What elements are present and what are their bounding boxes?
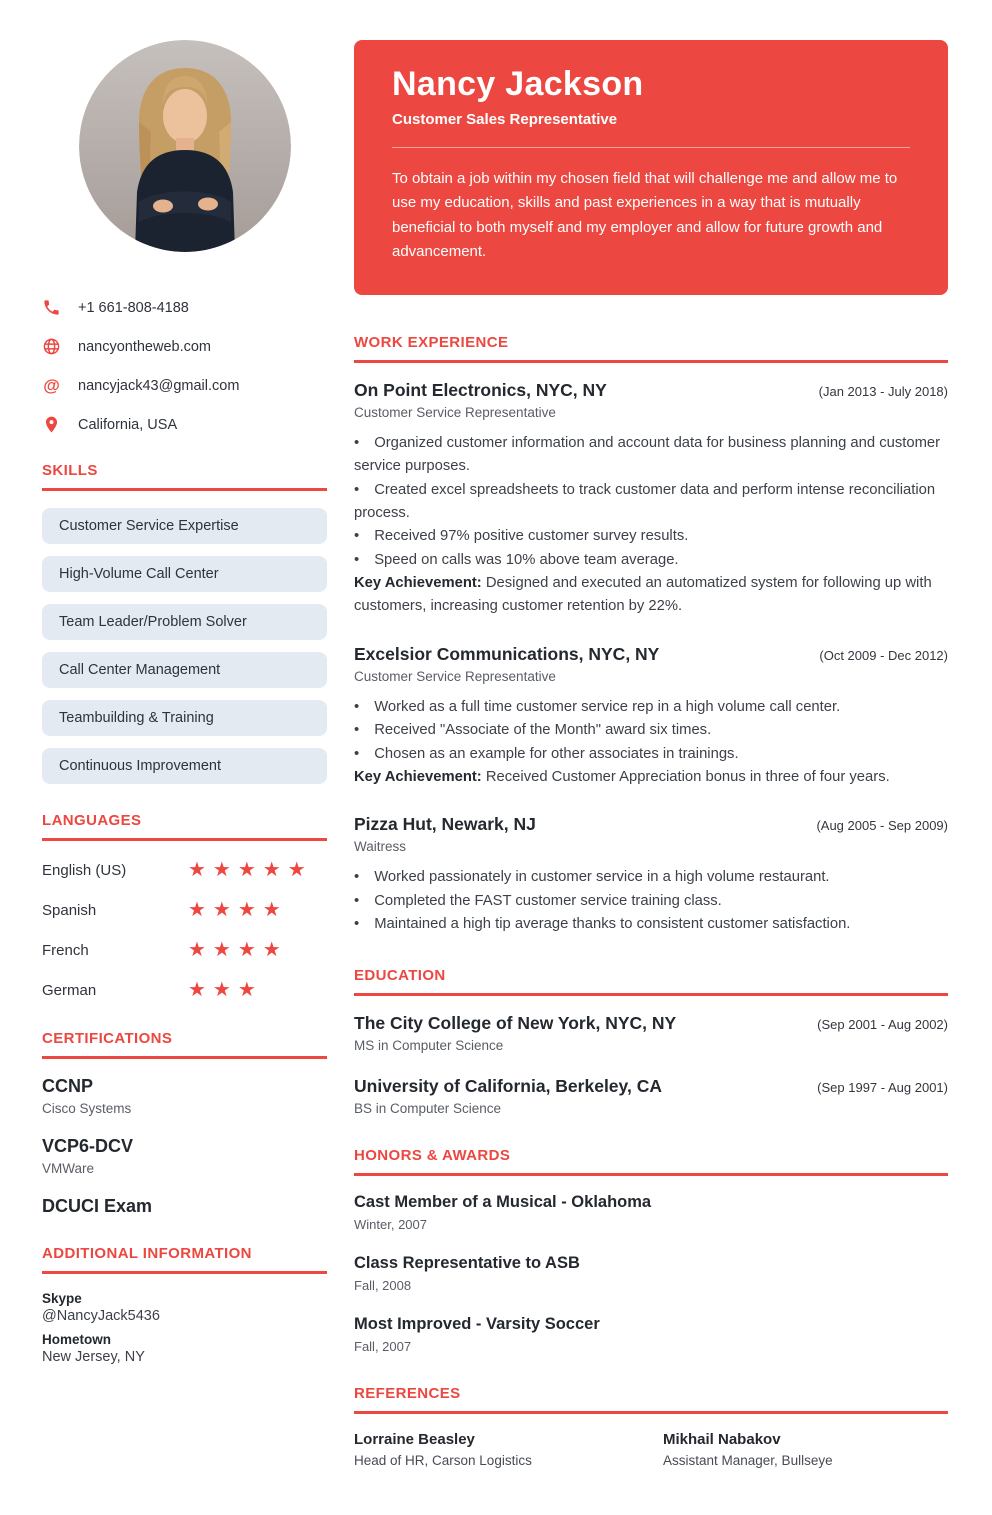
education-school: The City College of New York, NYC, NY	[354, 1013, 677, 1034]
job-dates: (Jan 2013 - July 2018)	[818, 383, 948, 399]
awards-section	[354, 1147, 948, 1354]
job-dates: (Oct 2009 - Dec 2012)	[819, 647, 948, 663]
contact-item	[42, 415, 327, 434]
job-bullets	[354, 866, 948, 936]
at-icon: @	[43, 375, 60, 395]
education-title: EDUCATION	[354, 967, 948, 996]
language-rating-stars: ★★★★	[188, 899, 288, 921]
skills-list	[42, 508, 327, 784]
profile-photo-wrap	[42, 40, 327, 252]
certification-item	[42, 1076, 327, 1116]
skills-section	[42, 462, 327, 784]
job-bullet: • Speed on calls was 10% above team average.	[354, 549, 948, 572]
header-divider	[392, 147, 910, 148]
language-name: English (US)	[42, 861, 127, 879]
reference-role: Assistant Manager, Bullseye	[663, 1453, 833, 1469]
additional-info-title: ADDITIONAL INFORMATION	[42, 1245, 327, 1274]
education-header	[354, 1076, 948, 1097]
education-degree: MS in Computer Science	[354, 1038, 504, 1054]
additional-info-section	[42, 1245, 327, 1365]
reference-role: Head of HR, Carson Logistics	[354, 1453, 532, 1469]
location-icon	[42, 415, 61, 434]
contact-list	[42, 298, 327, 434]
additional-info-label: Hometown	[42, 1332, 111, 1347]
languages-title: LANGUAGES	[42, 812, 327, 841]
job-role: Customer Service Representative	[354, 668, 556, 684]
globe-icon	[42, 337, 61, 356]
additional-info-value: @NancyJack5436	[42, 1308, 160, 1324]
additional-info-value: New Jersey, NY	[42, 1349, 145, 1365]
job-key-achievement: Key Achievement: Designed and executed an automatized system for following up with customers, increasing customer retention by 22%.	[354, 575, 932, 615]
work-experience-title: WORK EXPERIENCE	[354, 334, 948, 363]
job-company: On Point Electronics, NYC, NY	[354, 379, 607, 400]
language-rating-stars: ★★★	[188, 979, 263, 1001]
job-dates: (Aug 2005 - Sep 2009)	[816, 818, 948, 834]
language-rating-stars: ★★★★★	[188, 859, 313, 881]
job-company: Pizza Hut, Newark, NJ	[354, 814, 536, 835]
job-bullet: • Created excel spreadsheets to track customer data and perform intense reconciliation process.	[354, 479, 948, 526]
education-school: University of California, Berkeley, CA	[354, 1076, 662, 1097]
contact-item	[42, 337, 327, 356]
language-rating-stars: ★★★★	[188, 939, 288, 961]
job-bullet: • Received 97% positive customer survey results.	[354, 525, 948, 548]
award-date: Fall, 2007	[354, 1339, 412, 1355]
key-achievement-label: Key Achievement:	[354, 768, 482, 785]
phone-icon	[42, 298, 61, 317]
person-name: Nancy Jackson	[392, 65, 644, 103]
education-degree: BS in Computer Science	[354, 1101, 502, 1117]
contact-item	[42, 376, 327, 395]
certification-issuer: Cisco Systems	[42, 1101, 132, 1116]
references-title: REFERENCES	[354, 1385, 948, 1414]
skill-pill: Team Leader/Problem Solver	[42, 604, 327, 640]
job-bullets	[354, 432, 948, 572]
contact-text: California, USA	[78, 416, 178, 433]
award-name: Most Improved - Varsity Soccer	[354, 1315, 600, 1334]
key-achievement-label: Key Achievement:	[354, 575, 482, 591]
certification-name: VCP6-DCV	[42, 1136, 134, 1156]
job-bullet: • Completed the FAST customer service training class.	[354, 890, 948, 913]
reference-name: Mikhail Nabakov	[663, 1431, 781, 1449]
reference-name: Lorraine Beasley	[354, 1431, 475, 1449]
education-entry	[354, 1013, 948, 1053]
references-section	[354, 1385, 948, 1468]
education-dates: (Sep 1997 - Aug 2001)	[817, 1080, 948, 1096]
certifications-section	[42, 1030, 327, 1217]
certification-name: CCNP	[42, 1076, 94, 1096]
award-name: Cast Member of a Musical - Oklahoma	[354, 1193, 652, 1212]
job-header	[354, 644, 948, 665]
certification-item	[42, 1136, 327, 1176]
additional-info-list	[42, 1291, 327, 1365]
header-banner	[354, 40, 948, 295]
award-entry	[354, 1254, 948, 1293]
job-bullet: • Worked passionately in customer service in a high volume restaurant.	[354, 866, 948, 889]
language-row	[42, 978, 327, 1002]
contact-text: nancyontheweb.com	[78, 338, 211, 355]
job-role: Customer Service Representative	[354, 404, 556, 420]
language-name: German	[42, 981, 97, 999]
person-role: Customer Sales Representative	[392, 111, 618, 128]
education-dates: (Sep 2001 - Aug 2002)	[817, 1017, 948, 1033]
education-list	[354, 1013, 948, 1116]
reference-entry	[663, 1431, 948, 1468]
languages-list	[42, 858, 327, 1002]
awards-list	[354, 1193, 948, 1354]
certifications-list	[42, 1076, 327, 1217]
main-column	[354, 40, 948, 1499]
job-entry	[354, 380, 948, 619]
additional-info-item	[42, 1291, 327, 1324]
award-date: Fall, 2008	[354, 1278, 412, 1294]
job-company: Excelsior Communications, NYC, NY	[354, 643, 660, 664]
skill-pill: Teambuilding & Training	[42, 700, 327, 736]
contact-text: +1 661-808-4188	[78, 299, 189, 316]
references-list	[354, 1431, 948, 1468]
education-header	[354, 1013, 948, 1034]
profile-photo	[79, 40, 291, 252]
award-entry	[354, 1315, 948, 1354]
contact-item	[42, 298, 327, 317]
award-date: Winter, 2007	[354, 1217, 427, 1233]
job-entry	[354, 814, 948, 936]
additional-info-item	[42, 1332, 327, 1365]
sidebar	[42, 40, 327, 1499]
certification-item	[42, 1196, 327, 1217]
language-row	[42, 898, 327, 922]
language-row	[42, 858, 327, 882]
job-entry	[354, 644, 948, 790]
education-entry	[354, 1076, 948, 1116]
language-row	[42, 938, 327, 962]
certification-issuer: VMWare	[42, 1161, 95, 1176]
award-name: Class Representative to ASB	[354, 1254, 580, 1273]
certifications-title: CERTIFICATIONS	[42, 1030, 327, 1059]
job-bullet: • Maintained a high tip average thanks to consistent customer satisfaction.	[354, 913, 948, 936]
contact-text: nancyjack43@gmail.com	[78, 377, 240, 394]
job-header	[354, 814, 948, 835]
skill-pill: Call Center Management	[42, 652, 327, 688]
objective-text: To obtain a job within my chosen field that will challenge me and allow me to use my education, skills and past experiences in a way that is mutually beneficial to both myself and my employer and allow for future growth and advancement.	[392, 170, 898, 261]
job-bullet: • Chosen as an example for other associates in trainings.	[354, 743, 948, 766]
language-name: French	[42, 941, 89, 959]
work-experience-section	[354, 334, 948, 937]
job-bullet: • Received "Associate of the Month" award six times.	[354, 719, 948, 742]
award-entry	[354, 1193, 948, 1232]
skill-pill: Continuous Improvement	[42, 748, 327, 784]
job-bullet: • Organized customer information and account data for business planning and customer service purposes.	[354, 432, 948, 479]
jobs-list	[354, 380, 948, 937]
job-bullets	[354, 696, 948, 766]
skill-pill: Customer Service Expertise	[42, 508, 327, 544]
job-role: Waitress	[354, 839, 407, 855]
language-name: Spanish	[42, 901, 97, 919]
skill-pill: High-Volume Call Center	[42, 556, 327, 592]
awards-title: HONORS & AWARDS	[354, 1147, 948, 1176]
reference-entry	[354, 1431, 639, 1468]
education-section	[354, 967, 948, 1116]
certification-name: DCUCI Exam	[42, 1196, 153, 1216]
additional-info-label: Skype	[42, 1291, 82, 1306]
skills-title: SKILLS	[42, 462, 327, 491]
job-header	[354, 380, 948, 401]
job-key-achievement: Key Achievement: Received Customer Appreciation bonus in three of four years.	[354, 768, 890, 785]
job-bullet: • Worked as a full time customer service rep in a high volume call center.	[354, 696, 948, 719]
languages-section	[42, 812, 327, 1002]
